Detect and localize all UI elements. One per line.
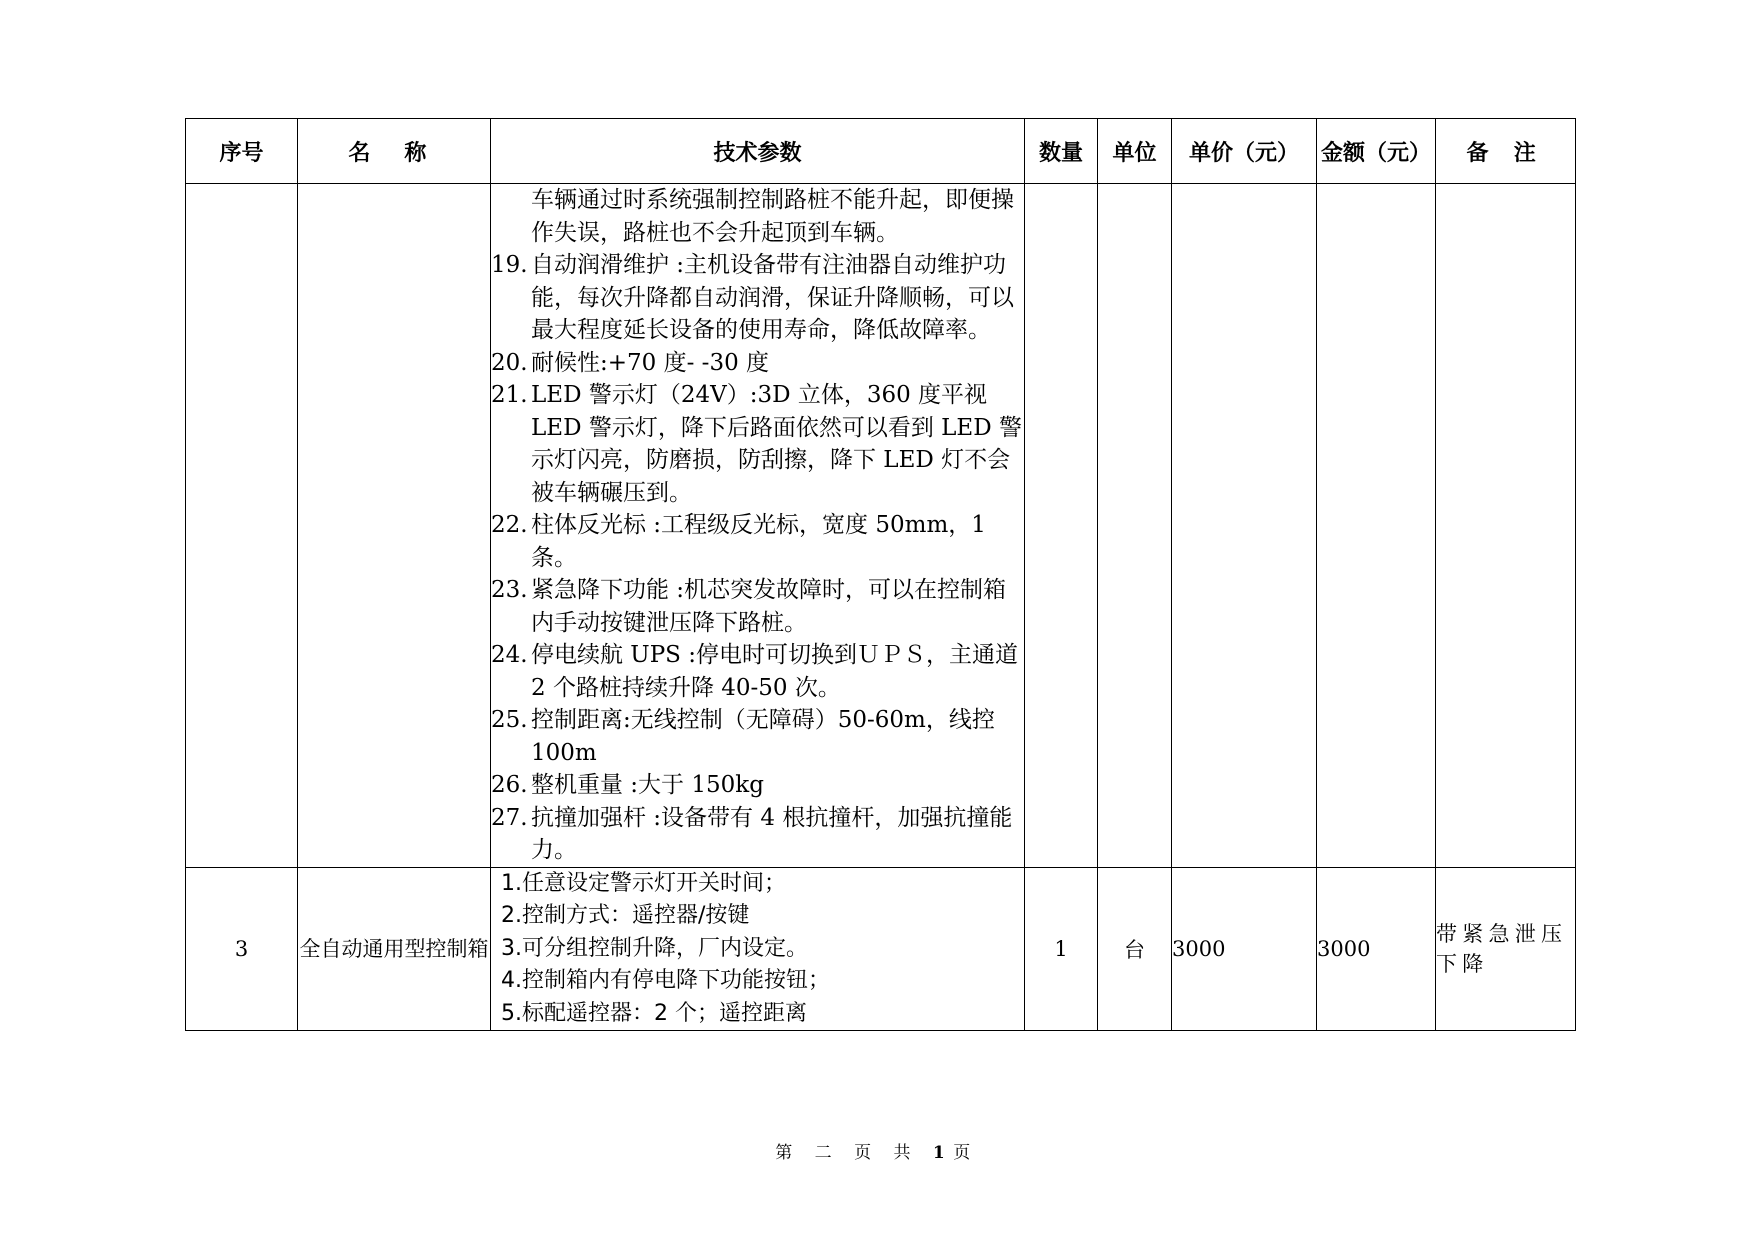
list-item: 25. 控制距离:无线控制（无障碍）50-60m，线控 100m — [491, 707, 995, 766]
list-item: 19. 自动润滑维护 :主机设备带有注油器自动维护功能，每次升降都自动润滑，保证升降顺畅，可以最大程度延长设备的使用寿命，降低故障率。 — [491, 252, 1014, 343]
footer-prefix: 第 二 页 共 — [775, 1143, 919, 1163]
header-name: 名 称 — [298, 119, 491, 184]
cell-params — [491, 867, 1025, 1031]
list-item: 27. 抗撞加强杆 :设备带有 4 根抗撞杆，加强抗撞能力。 — [491, 804, 1013, 863]
header-amount: 金额（元） — [1317, 119, 1436, 184]
cell-unit: 台 — [1098, 867, 1172, 1031]
cell-unit-price — [1172, 184, 1317, 868]
cell-name — [298, 184, 491, 868]
header-note: 备 注 — [1436, 119, 1576, 184]
list-item: 24. 停电续航 UPS :停电时可切换到ＵＰＳ，主通道 2 个路桩持续升降 40-50 次。 — [491, 642, 1018, 701]
header-qty: 数量 — [1025, 119, 1098, 184]
cell-unit — [1098, 184, 1172, 868]
list-item: 26. 整机重量 :大于 150kg — [491, 772, 764, 798]
cell-seq — [186, 184, 298, 868]
header-unit: 单位 — [1098, 119, 1172, 184]
header-seq: 序号 — [186, 119, 298, 184]
footer-total: 1 — [932, 1143, 954, 1163]
list-item: 5.标配遥控器：2 个；遥控距离 — [501, 1000, 807, 1026]
list-item: 4.控制箱内有停电降下功能按钮； — [501, 968, 830, 993]
params-list — [501, 868, 1016, 1031]
cell-params — [491, 184, 1025, 868]
list-item: 23. 紧急降下功能 :机芯突发故障时，可以在控制箱内手动按键泄压降下路桩。 — [491, 577, 1007, 636]
cell-amount — [1317, 184, 1436, 868]
list-item: 20. 耐候性:+70 度- -30 度 — [491, 349, 770, 376]
params-list — [491, 184, 1024, 867]
table-row-continued — [186, 184, 1576, 868]
cell-qty — [1025, 184, 1098, 868]
page-footer — [0, 1138, 1754, 1163]
cell-note — [1436, 184, 1576, 868]
cell-name: 全自动通用型控制箱 — [298, 867, 491, 1031]
list-item: 车辆通过时系统强制控制路桩不能升起，即便操作失误，路桩也不会升起顶到车辆。 — [531, 187, 1014, 246]
list-item: 21. LED 警示灯（24V）:3D 立体，360 度平视 LED 警示灯，降下后路面依然可以看到 LED 警示灯闪亮，防磨损，防刮擦，降下 LED 灯不会被车辆碾压到。 — [491, 382, 1022, 506]
list-item: 22. 柱体反光标 :工程级反光标，宽度 50mm，1 条。 — [491, 512, 986, 571]
header-params: 技术参数 — [491, 119, 1025, 184]
header-row — [186, 119, 1576, 184]
table-row-3 — [186, 867, 1576, 1031]
list-item: 2.控制方式：遥控器/按键 — [501, 903, 750, 928]
spec-table — [185, 118, 1576, 1031]
cell-amount: 3000 — [1317, 867, 1436, 1031]
cell-unit-price: 3000 — [1172, 867, 1317, 1031]
footer-suffix: 页 — [953, 1143, 979, 1163]
cell-note: 带紧急泄压下降 — [1436, 867, 1576, 1031]
header-unit-price: 单价（元） — [1172, 119, 1317, 184]
cell-qty: 1 — [1025, 867, 1098, 1031]
list-item: 3.可分组控制升降，厂内设定。 — [501, 935, 808, 961]
list-item: 1.任意设定警示灯开关时间； — [501, 870, 786, 896]
cell-seq: 3 — [186, 867, 298, 1031]
